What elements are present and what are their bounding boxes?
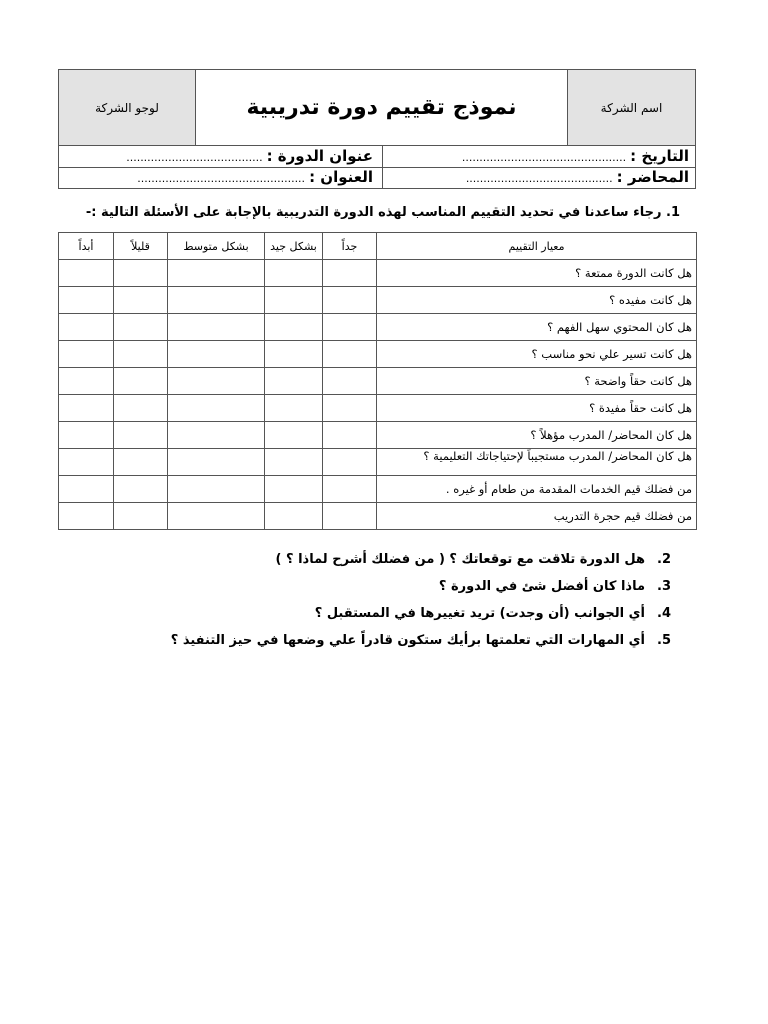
rating-cell[interactable] — [114, 476, 168, 503]
rating-cell[interactable] — [323, 503, 377, 530]
evaluation-table — [58, 232, 697, 530]
rating-cell[interactable] — [265, 260, 323, 287]
criteria-label: هل كانت مفيده ؟ — [377, 287, 697, 314]
rating-cell[interactable] — [265, 422, 323, 449]
question-text: أي الجوانب (أن وجدت) تريد تغييرها في المستقبل ؟ — [314, 606, 645, 621]
rating-cell[interactable] — [59, 476, 114, 503]
rating-cell[interactable] — [168, 314, 265, 341]
info-row-1 — [59, 146, 695, 168]
question-5 — [171, 633, 671, 660]
rating-cell[interactable] — [168, 422, 265, 449]
question-text: أي المهارات التي تعلمتها برأيك ستكون قادراً علي وضعها في حيز التنفيذ ؟ — [170, 633, 645, 648]
criteria-label: هل كانت الدورة ممتعة ؟ — [377, 260, 697, 287]
course-title-field[interactable] — [126, 146, 373, 167]
question-number: 5. — [657, 633, 671, 648]
criteria-label-text: هل كان المحاضر/ المدرب مستجيباً لإحتياجاتك التعليمية ؟ — [423, 449, 692, 463]
course-info-block — [58, 146, 696, 189]
rating-cell[interactable] — [114, 422, 168, 449]
form-header — [58, 69, 696, 146]
rating-cell[interactable] — [114, 449, 168, 476]
table-row — [59, 314, 697, 341]
instructor-field[interactable] — [466, 167, 689, 188]
rating-cell[interactable] — [59, 260, 114, 287]
question-4 — [171, 606, 671, 633]
criteria-label: هل كان المحتوي سهل الفهم ؟ — [377, 314, 697, 341]
table-row — [59, 422, 697, 449]
rating-cell[interactable] — [59, 395, 114, 422]
form-title: نموذج تقييم دورة تدريبية — [246, 95, 517, 120]
rating-cell[interactable] — [114, 395, 168, 422]
table-row — [59, 368, 697, 395]
date-field[interactable] — [462, 146, 689, 167]
rating-cell[interactable] — [114, 314, 168, 341]
rating-cell[interactable] — [168, 260, 265, 287]
table-row — [59, 287, 697, 314]
date-label: التاريخ : — [630, 147, 689, 165]
question-1: 1. رجاء ساعدنا في تحديد التقييم المناسب لهذه الدورة التدريبية بالإجابة على الأسئلة التالية :- — [85, 205, 680, 220]
question-number: 2. — [657, 552, 671, 567]
address-field[interactable] — [137, 167, 373, 188]
criteria-label — [377, 449, 697, 476]
question-number: 4. — [657, 606, 671, 621]
rating-cell[interactable] — [323, 314, 377, 341]
question-2 — [171, 552, 671, 579]
rating-cell[interactable] — [114, 260, 168, 287]
rating-cell[interactable] — [59, 449, 114, 476]
address-label: العنوان : — [309, 168, 373, 186]
rating-cell[interactable] — [323, 476, 377, 503]
question-number: 3. — [657, 579, 671, 594]
col-average: بشكل متوسط — [168, 233, 265, 260]
criteria-label: هل كانت تسير علي نحو مناسب ؟ — [377, 341, 697, 368]
rating-cell[interactable] — [168, 449, 265, 476]
table-row — [59, 260, 697, 287]
rating-cell[interactable] — [265, 341, 323, 368]
rating-cell[interactable] — [265, 395, 323, 422]
rating-cell[interactable] — [265, 287, 323, 314]
rating-cell[interactable] — [323, 422, 377, 449]
rating-cell[interactable] — [168, 503, 265, 530]
question-text: هل الدورة تلاقت مع توقعاتك ؟ ( من فضلك أشرح لماذا ؟ ) — [275, 552, 645, 567]
rating-cell[interactable] — [265, 503, 323, 530]
company-name-placeholder: اسم الشركة — [567, 70, 695, 145]
rating-cell[interactable] — [114, 368, 168, 395]
rating-cell[interactable] — [114, 341, 168, 368]
col-criteria: معيار التقييم — [377, 233, 697, 260]
rating-cell[interactable] — [323, 287, 377, 314]
rating-cell[interactable] — [323, 368, 377, 395]
table-header-row — [59, 233, 697, 260]
rating-cell[interactable] — [59, 503, 114, 530]
rating-cell[interactable] — [265, 368, 323, 395]
criteria-label: من فضلك قيم حجرة التدريب — [377, 503, 697, 530]
rating-cell[interactable] — [114, 503, 168, 530]
criteria-label: هل كانت حقاً واضحة ؟ — [377, 368, 697, 395]
rating-cell[interactable] — [114, 287, 168, 314]
rating-cell[interactable] — [323, 260, 377, 287]
course-title-blank: ....................................... — [126, 151, 263, 164]
criteria-label: هل كان المحاضر/ المدرب مؤهلاً ؟ — [377, 422, 697, 449]
instructor-label: المحاضر : — [616, 168, 689, 186]
question-3 — [171, 579, 671, 606]
question-text: ماذا كان أفضل شئ في الدورة ؟ — [438, 579, 645, 594]
col-very: جداً — [323, 233, 377, 260]
rating-cell[interactable] — [59, 314, 114, 341]
rating-cell[interactable] — [323, 395, 377, 422]
table-row — [59, 449, 697, 476]
rating-cell[interactable] — [59, 422, 114, 449]
rating-cell[interactable] — [168, 368, 265, 395]
rating-cell[interactable] — [265, 476, 323, 503]
address-blank: ................................................ — [137, 172, 306, 185]
rating-cell[interactable] — [265, 449, 323, 476]
rating-cell[interactable] — [59, 368, 114, 395]
rating-cell[interactable] — [168, 341, 265, 368]
rating-cell[interactable] — [323, 449, 377, 476]
criteria-label: من فضلك قيم الخدمات المقدمة من طعام أو غيره . — [377, 476, 697, 503]
rating-cell[interactable] — [265, 314, 323, 341]
instructor-blank: .......................................... — [465, 172, 613, 185]
rating-cell[interactable] — [168, 476, 265, 503]
question-list — [171, 552, 671, 660]
rating-cell[interactable] — [323, 341, 377, 368]
rating-cell[interactable] — [59, 287, 114, 314]
company-logo-placeholder: لوجو الشركة — [59, 70, 196, 145]
course-title-label: عنوان الدورة : — [266, 147, 373, 165]
col-little: قليلاً — [114, 233, 168, 260]
rating-cell[interactable] — [168, 395, 265, 422]
col-good: بشكل جيد — [265, 233, 323, 260]
date-blank: ............................................... — [461, 151, 627, 164]
table-row — [59, 503, 697, 530]
rating-cell[interactable] — [168, 287, 265, 314]
criteria-label: هل كانت حقاً مفيدة ؟ — [377, 395, 697, 422]
rating-cell[interactable] — [59, 341, 114, 368]
table-row — [59, 341, 697, 368]
info-row-2 — [59, 167, 695, 188]
table-row — [59, 476, 697, 503]
table-row — [59, 395, 697, 422]
col-never: أبداً — [59, 233, 114, 260]
